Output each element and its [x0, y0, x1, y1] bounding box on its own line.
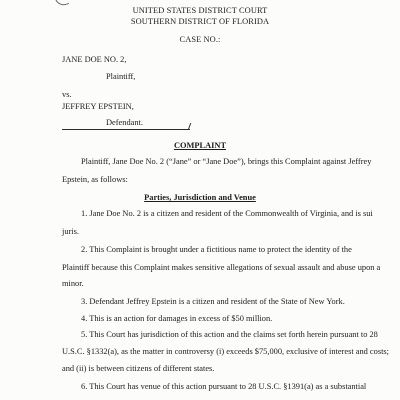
paragraph-1-line-1: 1. Jane Doe No. 2 is a citizen and resident of the Commonwealth of Virginia, and is sui — [81, 209, 373, 218]
paragraph-3-line-1: 3. Defendant Jeffrey Epstein is a citizen and resident of the State of New York. — [81, 297, 345, 306]
court-district: SOUTHERN DISTRICT OF FLORIDA — [130, 17, 270, 26]
case-number-label: CASE NO.: — [179, 35, 221, 44]
paragraph-2-line-1: 2. This Complaint is brought under a fictitious name to protect the identity of the — [81, 245, 352, 254]
paragraph-6-line-1: 6. This Court has venue of this action pursuant to 28 U.S.C. §1391(a) as a substantial — [81, 382, 367, 391]
plaintiff-name: JANE DOE NO. 2, — [62, 55, 127, 64]
paragraph-2-line-3: minor. — [62, 279, 84, 288]
defendant-role: Defendant. — [106, 118, 143, 127]
paragraph-5-line-1: 5. This Court has jurisdiction of this action and the claims set forth herein pursuant to 28 — [81, 330, 378, 339]
defendant-name: JEFFREY EPSTEIN, — [62, 102, 134, 111]
versus-label: vs. — [62, 90, 72, 99]
paragraph-5-line-2: U.S.C. §1332(a), as the matter in controversy (i) exceeds $75,000, exclusive of interest and costs; — [62, 347, 390, 356]
paragraph-4-line-1: 4. This is an action for damages in excess of $50 million. — [81, 314, 273, 323]
section-heading: Parties, Jurisdiction and Venue — [144, 193, 256, 202]
plaintiff-role: Plaintiff, — [106, 72, 136, 81]
complaint-title: COMPLAINT — [173, 141, 227, 150]
paragraph-1-line-2: juris. — [62, 227, 79, 236]
intro-line-1: Plaintiff, Jane Doe No. 2 (“Jane” or “Jane Doe”), brings this Complaint against Jeffrey — [81, 157, 372, 166]
intro-line-2: Epstein, as follows: — [62, 175, 128, 184]
paragraph-2-line-2: Plaintiff because this Complaint makes sensitive allegations of sexual assault and abuse upon a — [62, 263, 381, 272]
caption-divider — [62, 129, 190, 130]
paragraph-5-line-3: and (ii) is between citizens of different states. — [62, 364, 215, 373]
court-name: UNITED STATES DISTRICT COURT — [132, 6, 268, 15]
